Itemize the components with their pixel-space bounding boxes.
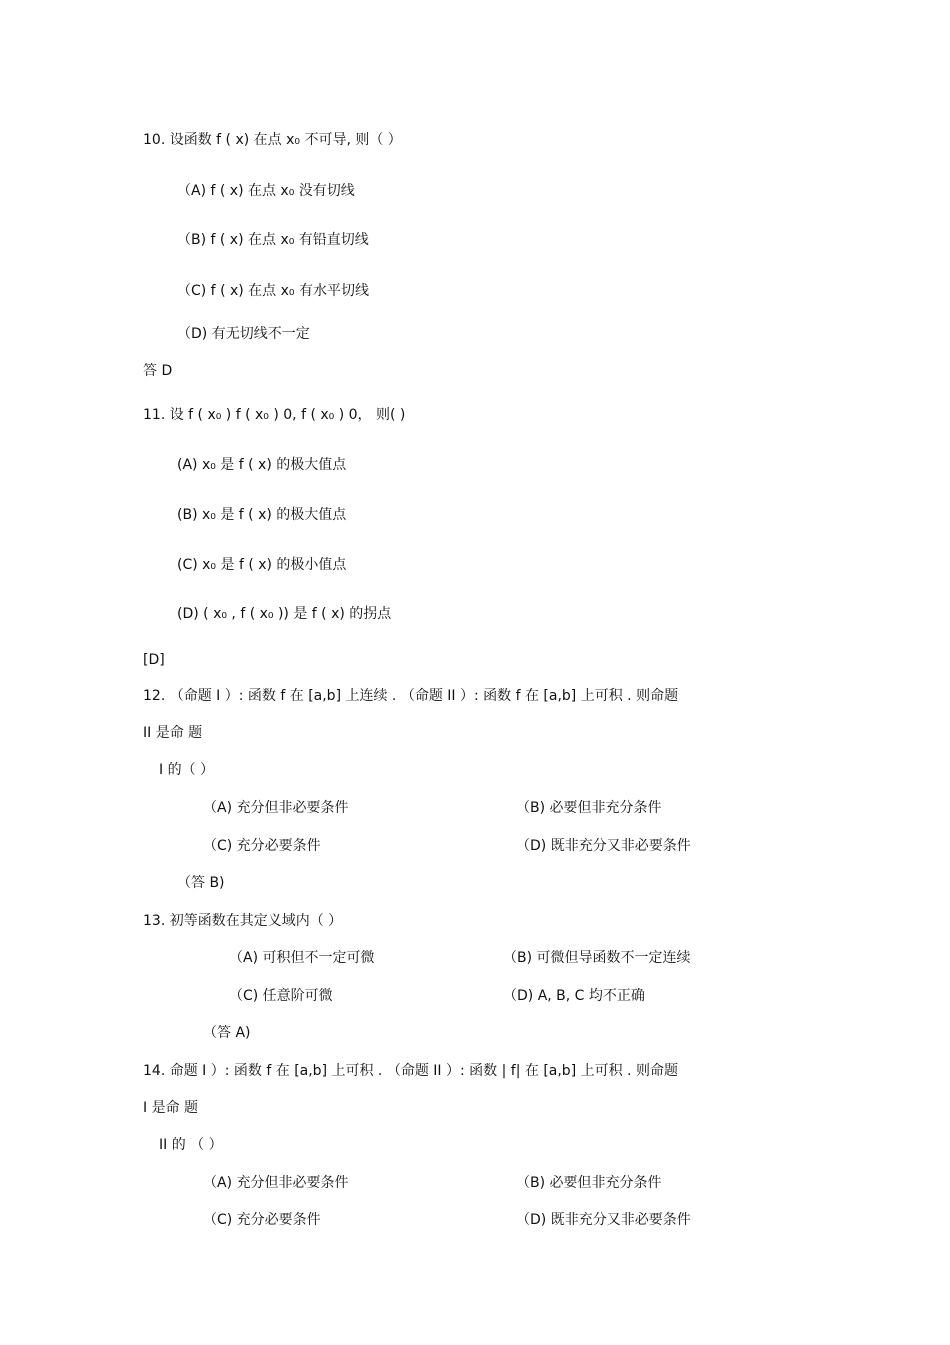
q11-option-a: (A) x₀ 是 f ( x) 的极大值点	[177, 457, 347, 473]
q10-option-b: （B) f ( x) 在点 x₀ 有铅直切线	[177, 232, 369, 248]
q11-answer: [D]	[143, 652, 165, 668]
q12-option-b: （B) 必要但非充分条件	[516, 800, 662, 816]
q12-stem-line2: II 是命 题	[143, 725, 203, 741]
q14-stem-line3: II 的 （ ）	[159, 1137, 223, 1153]
q13-option-a: （A) 可积但不一定可微	[229, 950, 375, 966]
q10-answer: 答 D	[143, 363, 173, 379]
q12-option-c: （C) 充分必要条件	[203, 838, 321, 854]
q14-stem-line2: I 是命 题	[143, 1100, 199, 1116]
q13-option-b: （B) 可微但导函数不一定连续	[503, 950, 691, 966]
q14-option-a: （A) 充分但非必要条件	[203, 1175, 349, 1191]
q12-stem-line3: I 的（ ）	[159, 762, 215, 778]
q10-stem: 10. 设函数 f ( x) 在点 x₀ 不可导, 则（ ）	[143, 132, 402, 148]
q11-option-b: (B) x₀ 是 f ( x) 的极大值点	[177, 507, 347, 523]
q10-option-c: （C) f ( x) 在点 x₀ 有水平切线	[177, 283, 369, 299]
q14-option-d: （D) 既非充分又非必要条件	[516, 1212, 691, 1228]
q11-stem: 11. 设 f ( x₀ ) f ( x₀ ) 0, f ( x₀ ) 0， 则( )	[143, 407, 406, 423]
q13-stem: 13. 初等函数在其定义域内（ ）	[143, 913, 343, 929]
q10-option-a: （A) f ( x) 在点 x₀ 没有切线	[177, 183, 355, 199]
q13-option-d: （D) A, B, C 均不正确	[503, 988, 645, 1004]
q14-option-c: （C) 充分必要条件	[203, 1212, 321, 1228]
q12-stem: 12. （命题 I ）: 函数 f 在 [a,b] 上连续 . （命题 II ）: 函数 f 在 [a,b] 上可积 . 则命题	[143, 688, 679, 704]
q11-option-d: (D) ( x₀ , f ( x₀ )) 是 f ( x) 的拐点	[177, 606, 392, 622]
q14-stem: 14. 命题 I ）: 函数 f 在 [a,b] 上可积 . （命题 II ）: 函数 | f| 在 [a,b] 上可积 . 则命题	[143, 1063, 678, 1079]
q11-option-c: (C) x₀ 是 f ( x) 的极小值点	[177, 557, 347, 573]
q14-option-b: （B) 必要但非充分条件	[516, 1175, 662, 1191]
q13-answer: （答 A)	[203, 1025, 251, 1041]
q10-option-d: （D) 有无切线不一定	[177, 326, 310, 342]
q12-option-a: （A) 充分但非必要条件	[203, 800, 349, 816]
q12-option-d: （D) 既非充分又非必要条件	[516, 838, 691, 854]
q13-option-c: （C) 任意阶可微	[229, 988, 333, 1004]
q12-answer: （答 B)	[177, 875, 225, 891]
